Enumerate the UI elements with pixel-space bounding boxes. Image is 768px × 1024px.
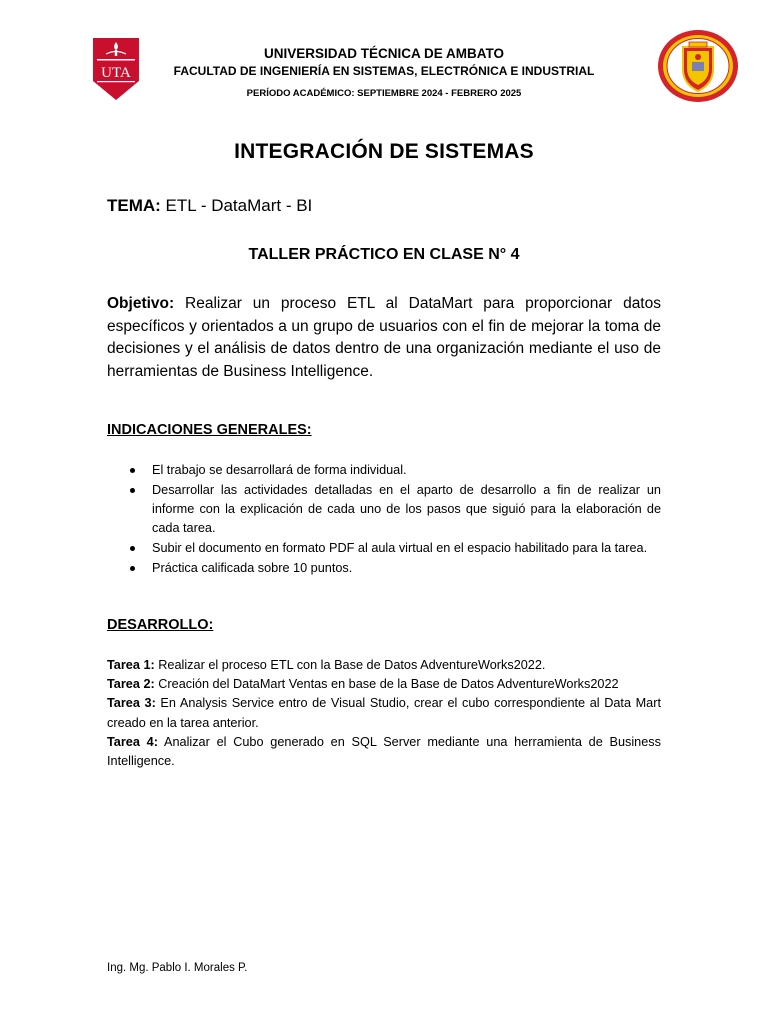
tarea-text: En Analysis Service entro de Visual Studio, crear el cubo correspondiente al Data Mart creado en la tarea anterior. [107,696,661,730]
indicaciones-heading: INDICACIONES GENERALES: [107,422,312,438]
academic-period: PERÍODO ACADÉMICO: SEPTIEMBRE 2024 - FEBRERO 2025 [246,88,522,99]
bullet-icon [130,546,135,551]
list-item [107,481,661,539]
desarrollo-heading: DESARROLLO: [107,617,214,633]
bullet-icon [130,468,135,473]
tarea-text: Creación del DataMart Ventas en base de la Base de Datos AdventureWorks2022 [154,677,619,692]
list-item [107,539,661,558]
tarea-text: Realizar el proceso ETL con la Base de Datos AdventureWorks2022. [154,658,546,672]
list-item [107,461,661,480]
tarea-label: Tarea 1: [107,658,155,672]
tarea-item [107,694,661,732]
uta-logo-text: UTA [101,65,131,81]
list-item [107,559,661,578]
document-title: INTEGRACIÓN DE SISTEMAS [234,140,534,163]
objetivo-text: Realizar un proceso ETL al DataMart para proporcionar datos específicos y orientados a un grupo de usuarios con el fin de mejorar la toma de decisiones y el análisis de datos dentro de una organización mediante el uso de herramientas de Business Intelligence. [107,295,661,380]
list-item-text: Práctica calificada sobre 10 puntos. [152,560,353,575]
tarea-item [107,656,661,675]
tema-value: ETL - DataMart - BI [160,196,313,215]
footer-author: Ing. Mg. Pablo I. Morales P. [107,962,248,974]
tarea-label: Tarea 3: [107,696,156,711]
faculty-name: FACULTAD DE INGENIERÍA EN SISTEMAS, ELECTRÓNICA E INDUSTRIAL [173,64,595,78]
university-name: UNIVERSIDAD TÉCNICA DE AMBATO [263,46,504,61]
objetivo-label: Objetivo: [107,295,175,312]
tarea-label: Tarea 4: [107,734,158,749]
bullet-icon [130,566,135,571]
tarea-item [107,733,661,771]
indicaciones-list [107,461,661,578]
list-item-text: El trabajo se desarrollará de forma individual. [152,463,407,477]
list-item-text: Desarrollar las actividades detalladas en el aparto de desarrollo a fin de realizar un informe con la explicación de cada uno de los pasos que siguió para la elaboración de cada tarea. [152,482,661,536]
tema-line [107,196,312,216]
bullet-icon [130,488,135,493]
taller-heading: TALLER PRÁCTICO EN CLASE N° 4 [248,246,520,263]
uta-logo [92,37,140,101]
tema-label: TEMA: [107,196,161,215]
faculty-seal [656,29,740,103]
objetivo-paragraph [107,293,661,383]
list-item-text: Subir el documento en formato PDF al aula virtual en el espacio habilitado para la tarea. [152,540,648,555]
tarea-text: Analizar el Cubo generado en SQL Server mediante una herramienta de Business Intelligence. [107,734,661,769]
tareas-list [107,656,661,771]
tarea-item [107,675,661,694]
tarea-label: Tarea 2: [107,677,155,692]
